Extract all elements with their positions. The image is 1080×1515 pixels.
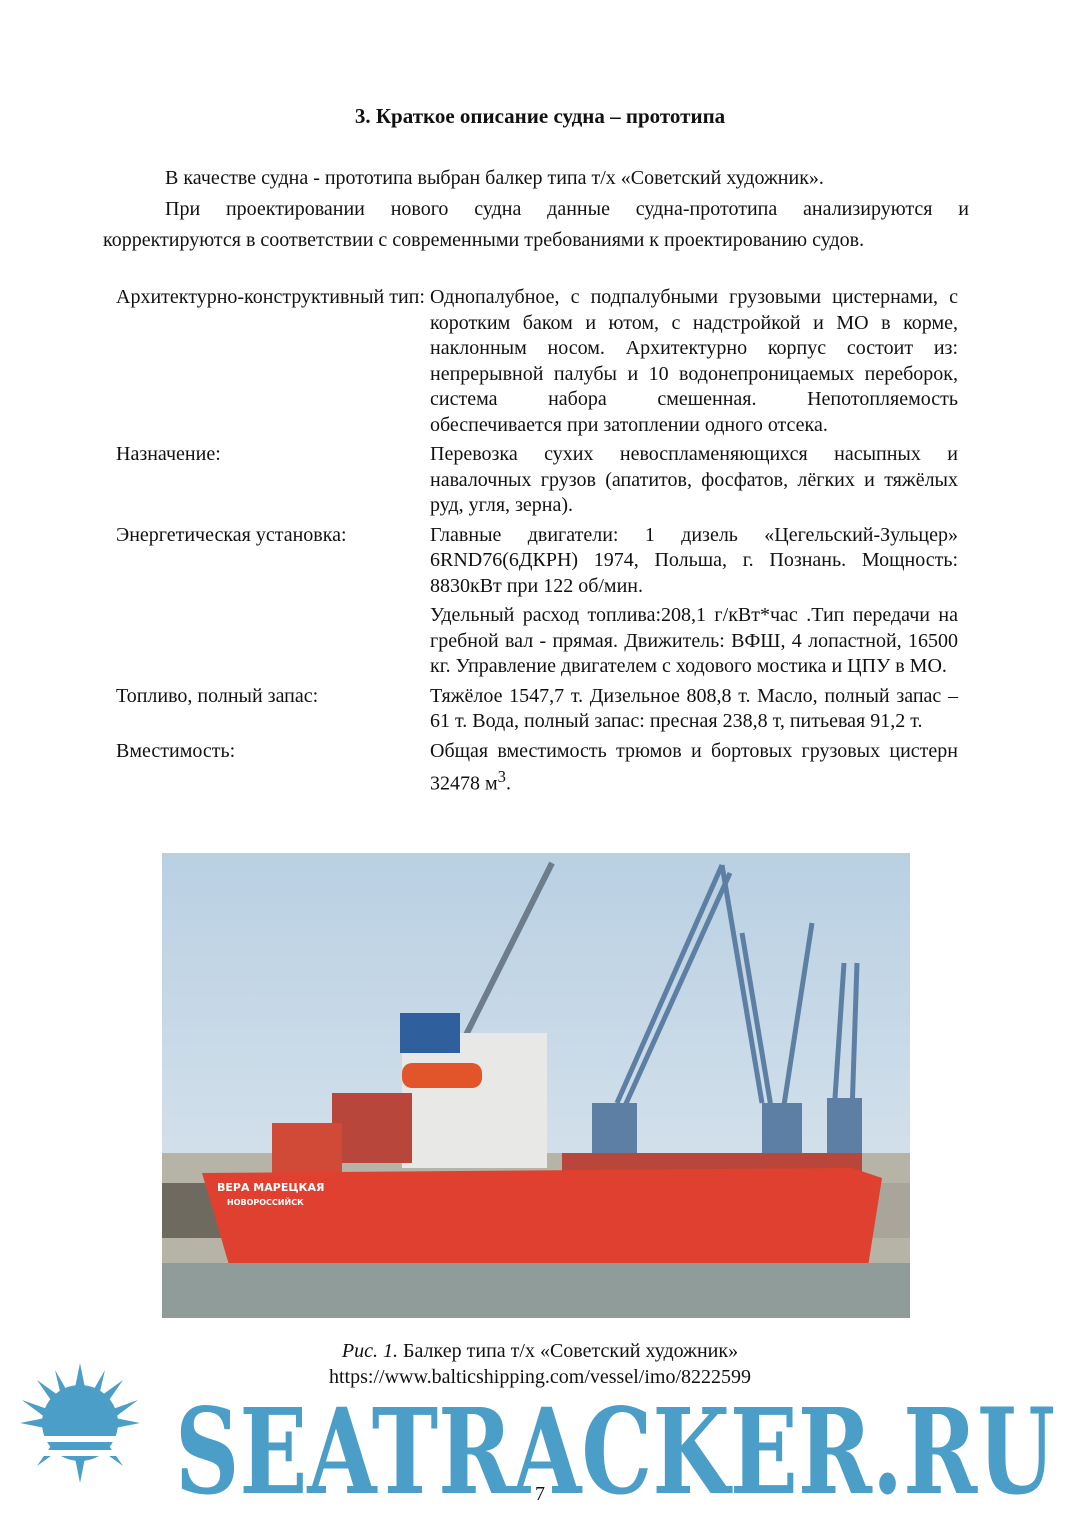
source-url: https://www.balticshipping.com/vessel/imo/8222599 <box>328 1366 751 1388</box>
caption-text: Балкер типа т/х «Советский художник» <box>398 1340 739 1362</box>
figure-label: Рис. 1. <box>341 1340 399 1362</box>
spec-row-capacity <box>116 739 958 802</box>
logo-stripe <box>10 1450 160 1456</box>
spec-value <box>430 739 958 802</box>
spec-label: Энергетическая установка: <box>116 523 347 546</box>
spec-row-purpose <box>116 442 958 523</box>
spec-row-power-plant <box>116 523 958 684</box>
intro-paragraph-1: В качестве судна - прототипа выбран балкер типа т/х «Советский художник». <box>165 167 824 189</box>
sun-logo <box>20 1363 140 1483</box>
superstructure <box>402 1033 547 1168</box>
spec-value-text: Перевозка сухих невоспламеняющихся насыпных и навалочных грузов (апатитов, фосфатов, лёгких и тяжёлых руд, угля, зерна). <box>430 443 958 516</box>
ship-port: НОВОРОССИЙСК <box>227 1198 304 1207</box>
spec-value-text: Однопалубное, с подпалубными грузовыми цистернами, с коротким баком и ютом, с надстройкой и МО в корме, наклонным носом. Архитектурно корпус состоит из: непрерывной палубы и 10 водонепроницаемых переборок, система набора смешенная. Непотопляемость обеспечивается при затоплении одного отсека. <box>430 286 958 436</box>
spec-label: Вместимость: <box>116 739 236 762</box>
intro-paragraph-2 <box>103 194 969 256</box>
spec-label: Назначение: <box>116 443 221 465</box>
ship-photo <box>162 853 910 1318</box>
capacity-tail: . <box>505 772 511 795</box>
spec-label: Топливо, полный запас: <box>116 684 319 707</box>
spec-value-text: Главные двигатели: 1 дизель «Цегельский-Зульцер» 6RND76(6ДКРН) 1974, Польша, г. Познань. Мощность: 8830кВт при 122 об/мин. <box>430 523 958 597</box>
aft-deck <box>332 1093 412 1163</box>
intro-paragraph-2-line-1: При проектировании нового судна данные судна-прототипа анализируются и <box>165 198 969 220</box>
watermark-text: SEATRACKER.RU <box>175 1382 1055 1515</box>
spec-value <box>430 684 958 739</box>
spec-value-text <box>430 739 958 798</box>
water <box>162 1263 910 1318</box>
spec-value <box>430 442 958 523</box>
lifeboat <box>402 1063 482 1088</box>
spec-value <box>430 285 958 442</box>
spec-value-text: Удельный расход топлива:208,1 г/кВт*час .Тип передачи на гребной вал - прямая. Движитель: ВФШ, 4 лопастной, 16500 кг. Управление двигателем с ходового мостика и ЦПУ в МО. <box>430 604 958 677</box>
spec-row-fuel <box>116 684 958 739</box>
section-heading: 3. Краткое описание судна – прототипа <box>354 104 726 128</box>
capacity-text: Общая вместимость трюмов и бортовых грузовых цистерн 32478 м <box>430 739 958 795</box>
intro-paragraph-2-line-2: корректируются в соответствии с современными требованиями к проектированию судов. <box>103 229 865 251</box>
stern-house <box>272 1123 342 1173</box>
spec-value-text: Тяжёлое 1547,7 т. Дизельное 808,8 т. Масло, полный запас – 61 т. Вода, полный запас: пресная 238,8 т, питьевая 91,2 т. <box>430 684 958 732</box>
page-number: 7 <box>535 1483 545 1505</box>
spec-label: Архитектурно-конструктивный тип: <box>116 286 425 308</box>
unit-superscript: 3 <box>497 767 506 786</box>
funnel <box>400 1013 460 1053</box>
spec-row-architecture <box>116 285 958 442</box>
specs-table <box>116 285 958 801</box>
logo-stripe <box>10 1436 160 1442</box>
spec-value <box>430 523 958 684</box>
ship-name: ВЕРА МАРЕЦКАЯ <box>217 1181 325 1194</box>
